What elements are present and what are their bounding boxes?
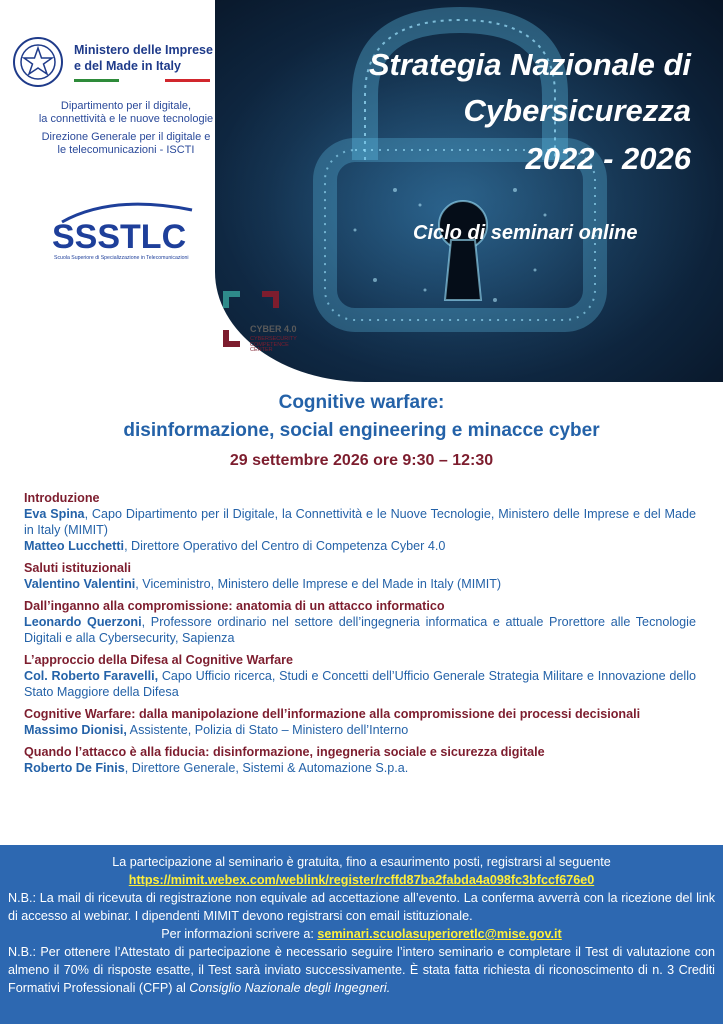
speaker-name: Eva Spina [24, 507, 85, 521]
speaker-name: Matteo Lucchetti [24, 539, 125, 553]
program-section [24, 706, 696, 738]
speaker-role: , Direttore Generale, Sistemi & Automazione S.p.a. [124, 761, 409, 775]
registration-link[interactable]: https://mimit.webex.com/weblink/register/rcffd87ba2fabda4a098fc3bfccf676e0 [128, 873, 595, 887]
event-title-line2: disinformazione, social engineering e minacce cyber [123, 420, 600, 441]
speaker-name: Col. Roberto Faravelli, [24, 669, 159, 683]
speaker-role: , Capo Dipartimento per il Digitale, la Connettività e le Nuove Tecnologie, Ministero delle Imprese e del Made in Italy (MIMIT) [24, 507, 696, 537]
program [24, 490, 696, 782]
section-title: Saluti istituzionali [24, 561, 132, 575]
hero-title-line3: 2022 - 2026 [525, 141, 691, 176]
program-section [24, 560, 696, 592]
ingegneri-council: Consiglio Nazionale degli Ingegneri. [189, 981, 391, 995]
section-title: Cognitive Warfare: dalla manipolazione dell’informazione alla compromissione dei processi decisionali [24, 707, 641, 721]
ministry-name: Ministero delle Imprese e del Made in Italy [74, 43, 213, 73]
cyber40-logo [222, 290, 322, 355]
cyber40-tag-3: CENTER [250, 347, 273, 353]
speaker-role: Assistente, Polizia di Stato – Ministero dell’Interno [126, 723, 409, 737]
certificate-note: N.B.: Per ottenere l’Attestato di partecipazione è necessario seguire l’intero seminario e completare il Test di valutazione con almeno il 70% di risposte esatte, il Test sarà inviato successivamente. È stata fatta richiesta di riconoscimento di n. 3 Crediti Formativi Professionali (CFP) al Consiglio Nazionale degli Ingegneri. [8, 945, 715, 995]
republic-emblem-icon [12, 36, 64, 88]
registration-footer [0, 845, 723, 1024]
ssstlc-tagline: Scuola Superiore di Specializzazione in Telecomunicazioni [54, 255, 189, 261]
registration-link-row [0, 871, 723, 889]
ssstlc-wordmark: SSSTLC [52, 218, 187, 256]
speaker-role: , Direttore Operativo del Centro di Competenza Cyber 4.0 [124, 539, 446, 553]
event-title-line1: Cognitive warfare: [278, 392, 445, 413]
section-title: Dall’inganno alla compromissione: anatomia di un attacco informatico [24, 599, 445, 613]
department-block: Dipartimento per il digitale, la connettività e le nuove tecnologie Direzione Generale per il digitale e le telecomunicazioni - ISCTI [38, 100, 214, 156]
speaker [24, 576, 696, 592]
speaker [24, 722, 696, 738]
program-section [24, 652, 696, 700]
section-title: Introduzione [24, 491, 100, 505]
hero-title-line1: Strategia Nazionale di [368, 47, 691, 82]
cyber40-wordmark: CYBER 4.0 [250, 324, 297, 334]
hero-subtitle: Ciclo di seminari online [413, 222, 638, 244]
info-label: Per informazioni scrivere a: [161, 927, 318, 941]
event-date: 29 settembre 2026 ore 9:30 – 12:30 [229, 452, 494, 469]
cyber40-tag-2: COMPETENCE [250, 342, 289, 348]
speaker-name: Roberto De Finis [24, 761, 125, 775]
program-section [24, 598, 696, 646]
speaker-role: , Professore ordinario nel settore dell’ingegneria informatica e attuale Prorettore alle Tecnologie Digitali e alla Cybersecurity, Sapienza [24, 615, 696, 645]
speaker [24, 506, 696, 538]
ssstlc-logo [52, 202, 217, 267]
hero-title-line2: Cybersicurezza [463, 93, 691, 128]
speaker [24, 538, 696, 554]
speaker-role: Capo Ufficio ricerca, Studi e Concetti dell’Ufficio Generale Strategia Militare e Innovazione dello Stato Maggiore della Difesa [24, 669, 696, 699]
speaker-role: , Viceministro, Ministero delle Imprese e del Made in Italy (MIMIT) [135, 577, 502, 591]
speaker [24, 614, 696, 646]
contact-email-link[interactable]: seminari.scuolasuperioretlc@mise.gov.it [317, 927, 562, 941]
cyber40-tag-1: CYBERSECURITY [250, 336, 297, 342]
speaker-name: Massimo Dionisi, [24, 723, 127, 737]
speaker-name: Valentino Valentini [24, 577, 136, 591]
info-row [0, 925, 723, 943]
speaker [24, 760, 696, 776]
ministry-logo [12, 36, 64, 93]
registration-note: N.B.: La mail di ricevuta di registrazione non equivale ad accettazione all’evento. La conferma avverrà con la ricezione del link di accesso al webinar. I dipendenti MIMIT devono registrarsi con email istituzionale. [8, 891, 715, 923]
section-title: Quando l’attacco è alla fiducia: disinformazione, ingegneria sociale e sicurezza digitale [24, 745, 545, 759]
section-title: L’approccio della Difesa al Cognitive Warfare [24, 653, 293, 667]
speaker [24, 668, 696, 700]
italian-flag-stripe [74, 79, 210, 82]
program-section [24, 490, 696, 554]
registration-text: La partecipazione al seminario è gratuita, fino a esaurimento posti, registrarsi al seguente [112, 855, 611, 869]
program-section [24, 744, 696, 776]
speaker-name: Leonardo Querzoni [24, 615, 142, 629]
